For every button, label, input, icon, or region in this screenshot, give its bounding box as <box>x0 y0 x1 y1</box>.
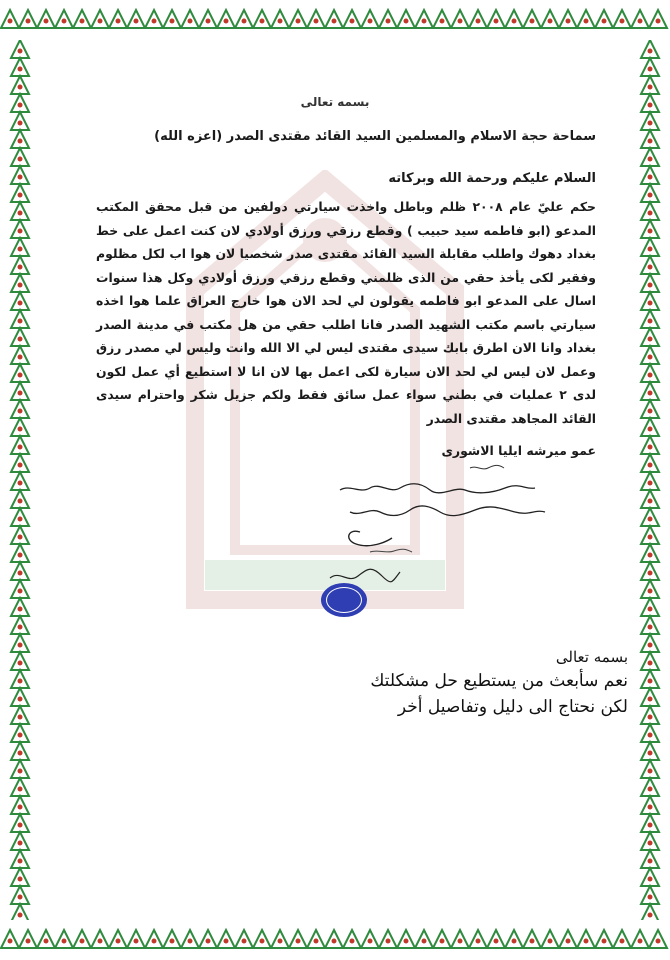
border-motif <box>595 930 613 948</box>
border-motif <box>641 256 659 274</box>
border-motif <box>641 76 659 94</box>
border-motif <box>11 328 29 346</box>
border-motif <box>11 562 29 580</box>
border-motif <box>451 10 469 28</box>
border-motif <box>641 526 659 544</box>
border-motif <box>11 166 29 184</box>
border-motif <box>199 10 217 28</box>
border-motif <box>235 930 253 948</box>
border-motif <box>145 930 163 948</box>
border-motif <box>641 814 659 832</box>
border-motif <box>325 10 343 28</box>
border-motif <box>595 10 613 28</box>
border-motif <box>577 10 595 28</box>
border-motif <box>641 328 659 346</box>
border-motif <box>559 10 577 28</box>
border-motif <box>11 40 29 58</box>
border-motif <box>163 10 181 28</box>
border-motif <box>127 930 145 948</box>
border-motif <box>11 796 29 814</box>
border-motif <box>253 10 271 28</box>
border-motif <box>541 930 559 948</box>
border-motif <box>415 930 433 948</box>
letter-body: حكم عليّ عام ٢٠٠٨ ظلم وباطل واخذت سيارتي دولفين من قبل محقق المكتب المدعو (ابو فاطمه سيد حبيب ) وقطع رزقي ورزق أولادي لان كنت اعمل على خط بغداد دهوك واطلب مقابلة السيد القائد مقتدى صدر شخصيا لان هوا اب لكل مظلوم وفقير لكى يأخذ حقي من الذى ظلمني وقطع رزقي ورزق أولادي وكل هذا سنوات اسال على المدعو ابو فاطمه يقولون لي لحد الان هوا خارج العراق علما هوا اخذه سيارتي باسم مكتب الشهيد الصدر فانا اطلب حقي من هل مكتب في مدينة الصدر بغداد وانا الان اطرق بابك سيدى مقتدى ليس لي الا الله وانت وليس لي مصدر رزق وعمل لان ليس لي لحد الان سيارة لكى اعمل بها لان انا لا استطيع أي عمل لكون لدى ٢ عمليات في بطني سواء عمل سائق فقط ولكم جزيل شكر واحترام سيدى القائد المجاهد مقتدى الصدر <box>96 199 597 426</box>
border-motif <box>11 508 29 526</box>
border-motif <box>11 706 29 724</box>
border-motif <box>641 148 659 166</box>
border-motif <box>641 274 659 292</box>
border-motif <box>505 930 523 948</box>
border-motif <box>73 10 91 28</box>
border-motif <box>641 598 659 616</box>
handwritten-reply-and-signature <box>320 460 580 605</box>
border-motif <box>577 930 595 948</box>
letter-greeting: السلام عليكم ورحمة الله وبركاته <box>388 171 596 186</box>
border-motif <box>55 10 73 28</box>
border-motif <box>641 310 659 328</box>
border-motif <box>649 10 667 28</box>
border-motif <box>109 10 127 28</box>
border-motif <box>11 220 29 238</box>
letter-sender: عمو ميرشه ايليا الاشورى <box>441 443 596 458</box>
border-motif <box>487 930 505 948</box>
border-motif <box>641 94 659 112</box>
border-motif <box>11 202 29 220</box>
border-motif <box>343 10 361 28</box>
border-motif <box>11 886 29 904</box>
border-motif <box>11 742 29 760</box>
border-motif <box>641 670 659 688</box>
border-motif <box>11 472 29 490</box>
border-motif <box>19 10 37 28</box>
transcription-line-2: نعم سأبعث من يستطيع حل مشكلتك <box>370 671 628 691</box>
border-motif <box>641 562 659 580</box>
border-motif <box>11 112 29 130</box>
border-motif <box>11 436 29 454</box>
border-motif <box>641 490 659 508</box>
transcription-line-1: بسمه تعالى <box>555 648 628 666</box>
border-motif <box>487 10 505 28</box>
official-stamp <box>321 583 367 617</box>
border-motif <box>37 930 55 948</box>
border-motif <box>641 112 659 130</box>
border-motif <box>641 796 659 814</box>
letter-salutation: سماحة حجة الاسلام والمسلمين السيد القائد مقتدى الصدر (اعزه الله) <box>154 129 596 144</box>
border-motif <box>11 148 29 166</box>
decorative-border-left <box>0 40 40 920</box>
border-motif <box>641 688 659 706</box>
border-motif <box>11 382 29 400</box>
border-motif <box>307 10 325 28</box>
border-motif <box>451 930 469 948</box>
border-motif <box>523 930 541 948</box>
border-motif <box>433 930 451 948</box>
border-motif <box>641 130 659 148</box>
border-motif <box>559 930 577 948</box>
border-motif <box>613 930 631 948</box>
border-motif <box>253 930 271 948</box>
border-motif <box>641 454 659 472</box>
border-motif <box>11 346 29 364</box>
border-motif <box>11 184 29 202</box>
border-motif <box>181 10 199 28</box>
border-motif <box>641 544 659 562</box>
border-motif <box>217 10 235 28</box>
border-motif <box>11 724 29 742</box>
border-motif <box>11 670 29 688</box>
border-motif <box>397 10 415 28</box>
border-motif <box>91 930 109 948</box>
border-motif <box>163 930 181 948</box>
border-motif <box>11 580 29 598</box>
border-motif <box>641 238 659 256</box>
border-motif <box>271 10 289 28</box>
border-motif <box>11 418 29 436</box>
border-motif <box>641 904 659 920</box>
border-motif <box>11 94 29 112</box>
border-motif <box>641 292 659 310</box>
border-motif <box>11 652 29 670</box>
border-motif <box>641 742 659 760</box>
decorative-border-top <box>0 0 670 40</box>
border-motif <box>11 310 29 328</box>
border-motif <box>469 930 487 948</box>
border-motif <box>11 598 29 616</box>
border-motif <box>397 930 415 948</box>
border-motif <box>641 40 659 58</box>
border-motif <box>235 10 253 28</box>
border-motif <box>55 930 73 948</box>
stamp-inner-ring <box>326 587 362 613</box>
border-motif <box>505 10 523 28</box>
border-motif <box>11 634 29 652</box>
border-motif <box>11 490 29 508</box>
border-motif <box>11 814 29 832</box>
border-motif <box>11 256 29 274</box>
border-motif <box>641 652 659 670</box>
border-motif <box>379 10 397 28</box>
border-motif <box>641 364 659 382</box>
border-motif <box>11 760 29 778</box>
border-motif <box>641 472 659 490</box>
border-motif <box>11 868 29 886</box>
border-motif <box>11 400 29 418</box>
border-motif <box>11 58 29 76</box>
border-motif <box>641 778 659 796</box>
border-motif <box>11 274 29 292</box>
border-motif <box>11 904 29 920</box>
border-motif <box>11 292 29 310</box>
border-motif <box>11 130 29 148</box>
border-motif <box>641 418 659 436</box>
border-motif <box>641 724 659 742</box>
border-motif <box>379 930 397 948</box>
border-motif <box>361 930 379 948</box>
border-motif <box>641 634 659 652</box>
border-motif <box>641 580 659 598</box>
border-motif <box>641 166 659 184</box>
border-motif <box>641 346 659 364</box>
border-motif <box>641 220 659 238</box>
border-motif <box>271 930 289 948</box>
border-motif <box>37 10 55 28</box>
border-motif <box>307 930 325 948</box>
border-motif <box>11 832 29 850</box>
border-motif <box>641 382 659 400</box>
border-motif <box>1 930 19 948</box>
border-motif <box>641 400 659 418</box>
border-motif <box>11 454 29 472</box>
border-motif <box>613 10 631 28</box>
border-motif <box>641 616 659 634</box>
border-motif <box>641 508 659 526</box>
border-motif <box>11 238 29 256</box>
border-motif <box>289 10 307 28</box>
border-motif <box>343 930 361 948</box>
transcription-line-3: لكن نحتاج الى دليل وتفاصيل أخر <box>397 697 628 717</box>
decorative-border-right <box>630 40 670 920</box>
border-motif <box>641 58 659 76</box>
border-motif <box>641 832 659 850</box>
border-motif <box>11 778 29 796</box>
border-motif <box>641 886 659 904</box>
border-motif <box>145 10 163 28</box>
border-motif <box>181 930 199 948</box>
border-motif <box>199 930 217 948</box>
border-motif <box>11 616 29 634</box>
border-motif <box>641 202 659 220</box>
border-motif <box>433 10 451 28</box>
border-motif <box>73 930 91 948</box>
border-motif <box>11 526 29 544</box>
border-motif <box>11 688 29 706</box>
border-motif <box>325 930 343 948</box>
border-motif <box>11 544 29 562</box>
border-motif <box>11 364 29 382</box>
border-motif <box>1 10 19 28</box>
border-motif <box>641 760 659 778</box>
border-motif <box>11 850 29 868</box>
border-motif <box>11 76 29 94</box>
border-motif <box>541 10 559 28</box>
border-motif <box>361 10 379 28</box>
border-motif <box>415 10 433 28</box>
border-motif <box>631 930 649 948</box>
typed-transcription <box>108 646 628 720</box>
border-motif <box>649 930 667 948</box>
border-motif <box>91 10 109 28</box>
decorative-border-bottom <box>0 920 670 960</box>
border-motif <box>641 436 659 454</box>
border-motif <box>109 930 127 948</box>
border-motif <box>289 930 307 948</box>
letter-heading: بسمه تعالى <box>300 95 370 109</box>
border-motif <box>19 930 37 948</box>
border-motif <box>127 10 145 28</box>
border-motif <box>641 868 659 886</box>
border-motif <box>641 184 659 202</box>
border-motif <box>631 10 649 28</box>
border-motif <box>641 850 659 868</box>
border-motif <box>469 10 487 28</box>
border-motif <box>641 706 659 724</box>
border-motif <box>523 10 541 28</box>
border-motif <box>217 930 235 948</box>
